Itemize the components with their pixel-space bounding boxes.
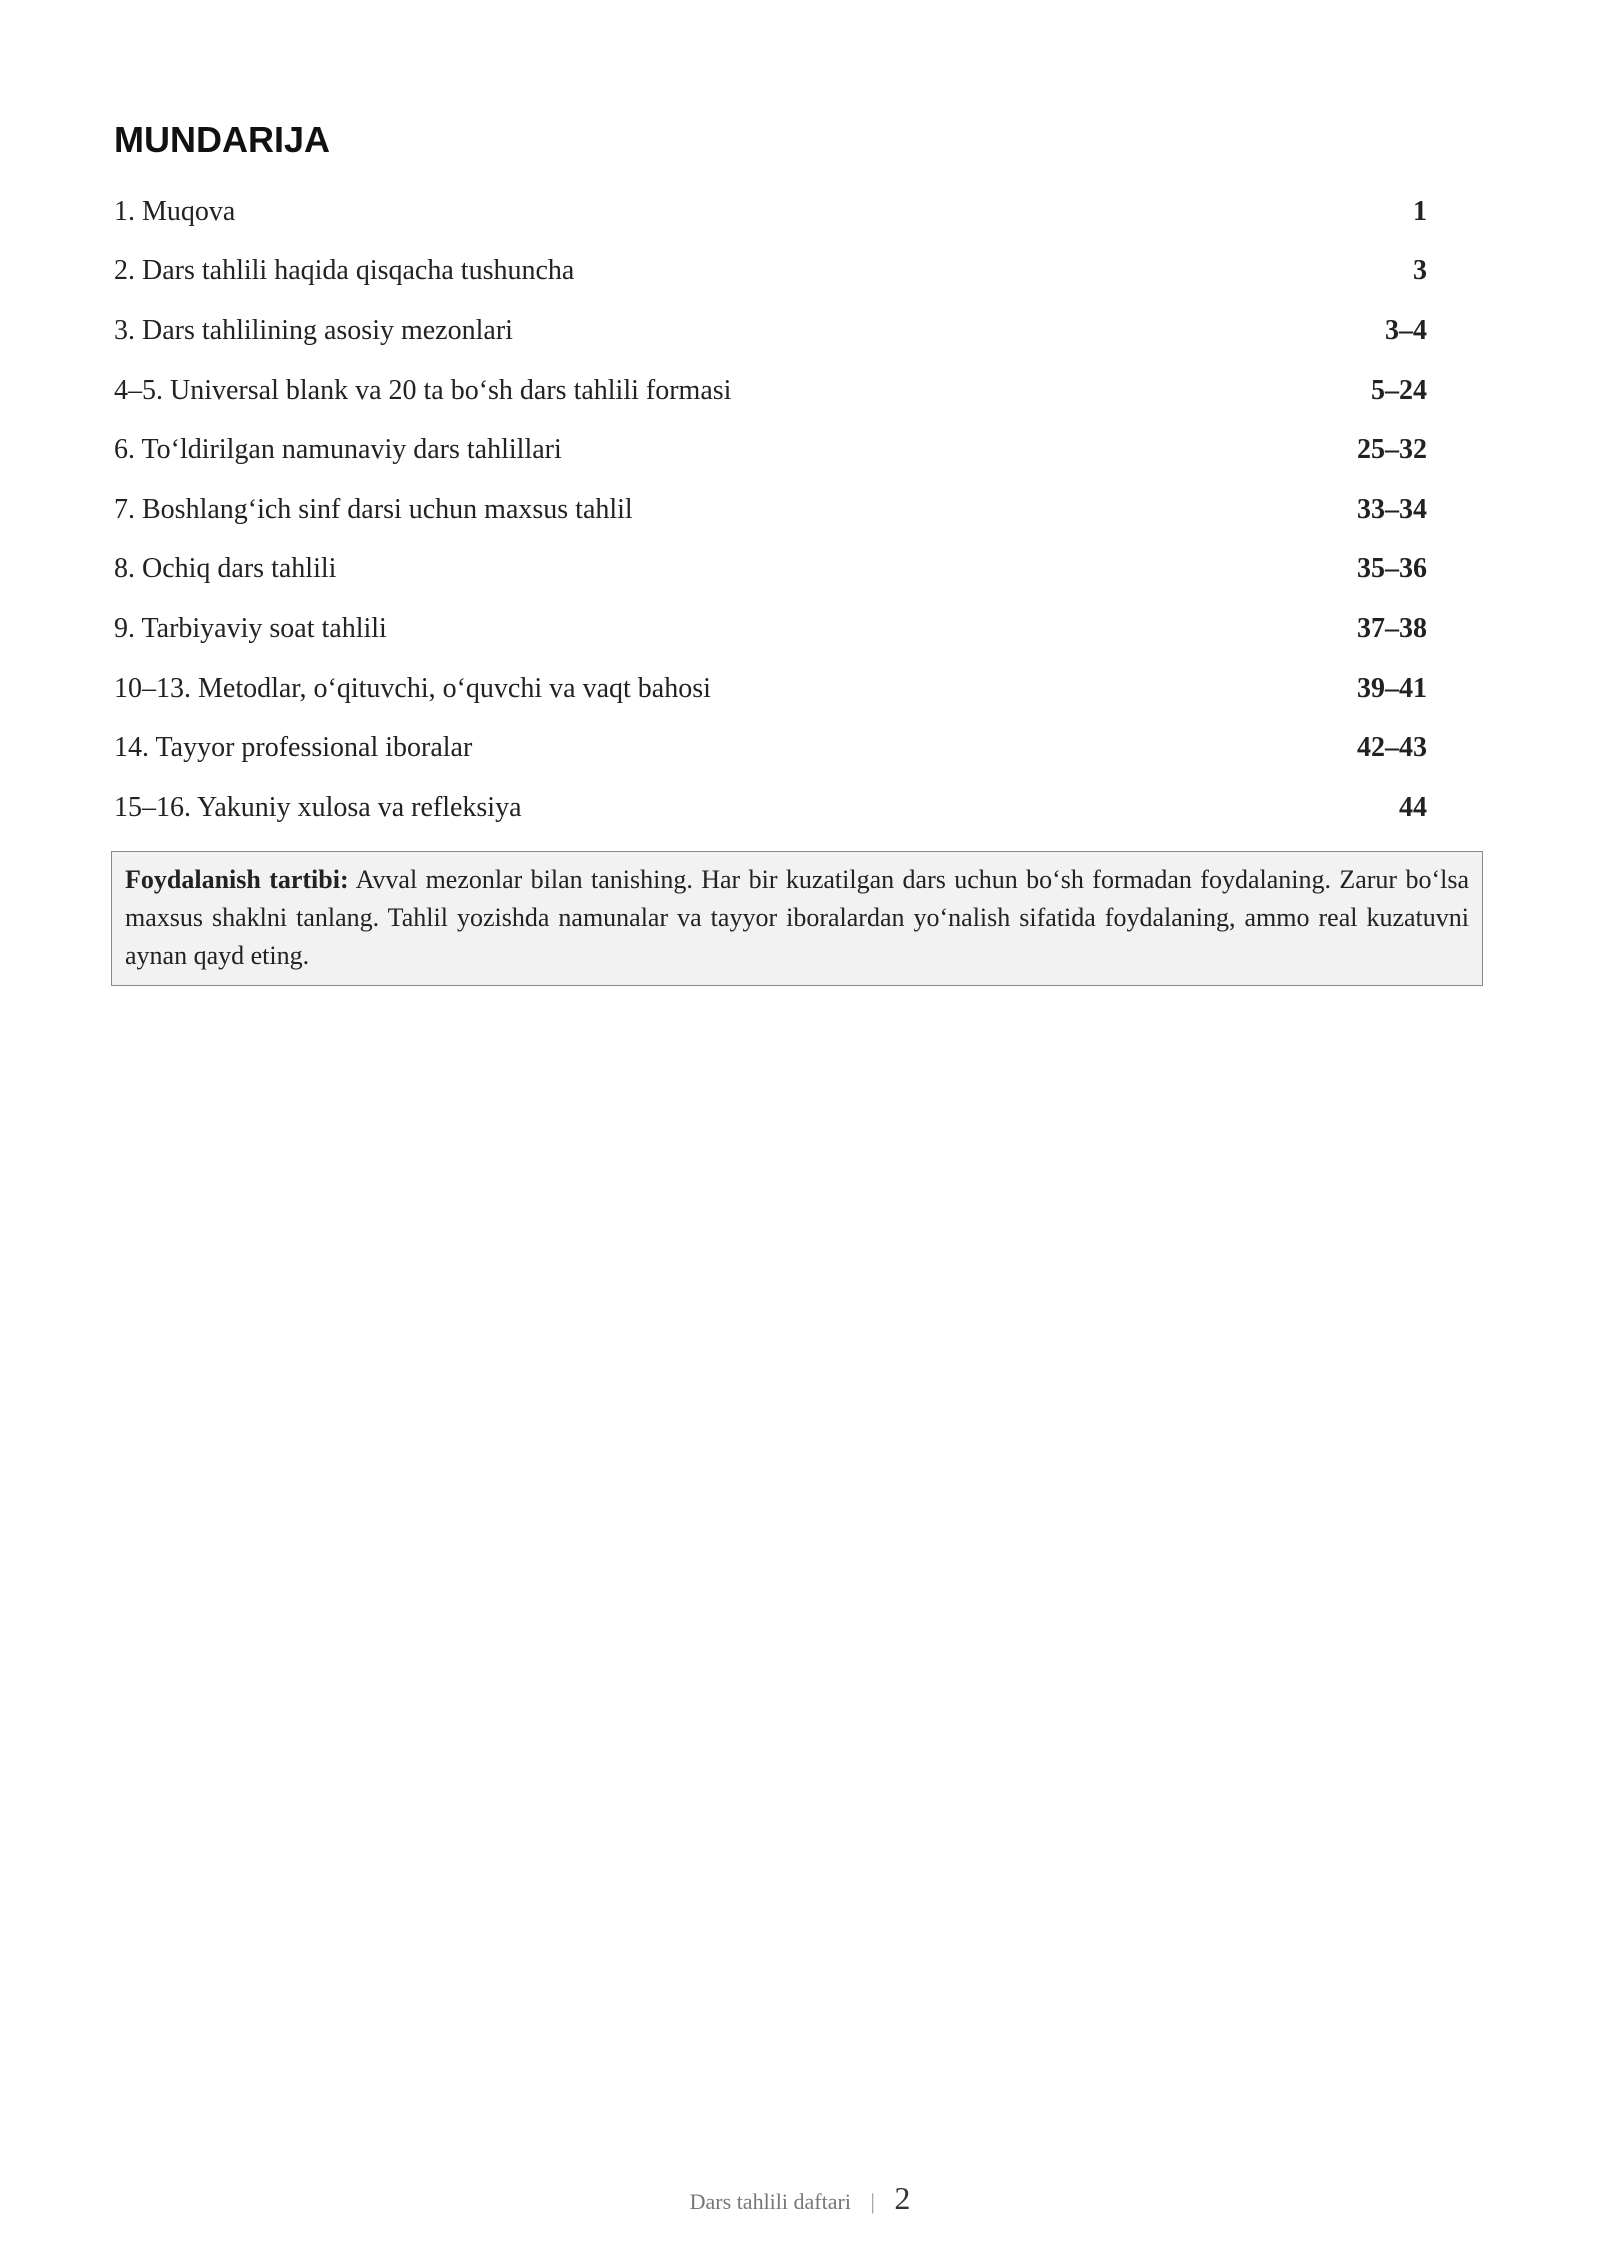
toc-entry-page: 3: [1413, 255, 1427, 287]
toc-entry[interactable]: [114, 301, 1427, 361]
toc-entry[interactable]: [114, 540, 1427, 600]
toc-entry-title: 3. Dars tahlilining asosiy mezonlari: [114, 314, 513, 346]
toc-entry-page: 33–34: [1357, 493, 1427, 525]
toc-entry-title: 14. Tayyor professional iboralar: [114, 732, 473, 764]
toc-entry-page: 44: [1399, 791, 1427, 823]
toc-entry-title: 2. Dars tahlili haqida qisqacha tushuncha: [114, 255, 575, 287]
toc-entry[interactable]: [114, 242, 1427, 302]
toc-entry[interactable]: [114, 718, 1427, 778]
table-of-contents: [114, 182, 1427, 838]
toc-entry-page: 25–32: [1357, 434, 1427, 466]
toc-entry[interactable]: [114, 480, 1427, 540]
toc-entry-page: 42–43: [1357, 732, 1427, 764]
toc-entry[interactable]: [114, 420, 1427, 480]
toc-entry-title: 10–13. Metodlar, o‘qituvchi, o‘quvchi va vaqt bahosi: [114, 672, 711, 704]
toc-entry-title: 8. Ochiq dars tahlili: [114, 553, 337, 585]
footer-separator: |: [870, 2189, 875, 2214]
toc-entry[interactable]: [114, 182, 1427, 242]
toc-entry-page: 37–38: [1357, 612, 1427, 644]
toc-entry-title: 4–5. Universal blank va 20 ta bo‘sh dars tahlili formasi: [114, 374, 732, 406]
usage-note-text: Avval mezonlar bilan tanishing. Har bir kuzatilgan dars uchun bo‘sh formadan foydalaning. Zarur bo‘lsa maxsus shaklni tanlang. Tahlil yozishda namunalar va tayyor iboralardan yo‘nalish sifatida foydalaning, ammo real kuzatuvni aynan qayd eting.: [125, 865, 1470, 970]
footer-book-title: Dars tahlili daftari: [689, 2189, 851, 2214]
toc-entry-page: 3–4: [1385, 314, 1427, 346]
toc-entry[interactable]: [114, 778, 1427, 838]
usage-note-label: Foydalanish tartibi:: [125, 865, 349, 894]
toc-entry-page: 5–24: [1371, 374, 1427, 406]
page-title: MUNDARIJA: [114, 119, 330, 160]
page-footer: [0, 2180, 1600, 2217]
toc-entry-page: 1: [1413, 195, 1427, 227]
usage-note-box: [111, 851, 1483, 986]
toc-entry[interactable]: [114, 599, 1427, 659]
toc-entry-title: 7. Boshlang‘ich sinf darsi uchun maxsus tahlil: [114, 493, 633, 525]
footer-page-number: 2: [894, 2180, 911, 2216]
toc-entry[interactable]: [114, 659, 1427, 719]
toc-entry-title: 1. Muqova: [114, 195, 236, 227]
toc-entry-title: 15–16. Yakuniy xulosa va refleksiya: [114, 791, 522, 823]
toc-entry-page: 39–41: [1357, 672, 1427, 704]
toc-entry[interactable]: [114, 361, 1427, 421]
toc-entry-page: 35–36: [1357, 553, 1427, 585]
toc-entry-title: 9. Tarbiyaviy soat tahlili: [114, 612, 387, 644]
toc-entry-title: 6. To‘ldirilgan namunaviy dars tahlillari: [114, 434, 562, 466]
